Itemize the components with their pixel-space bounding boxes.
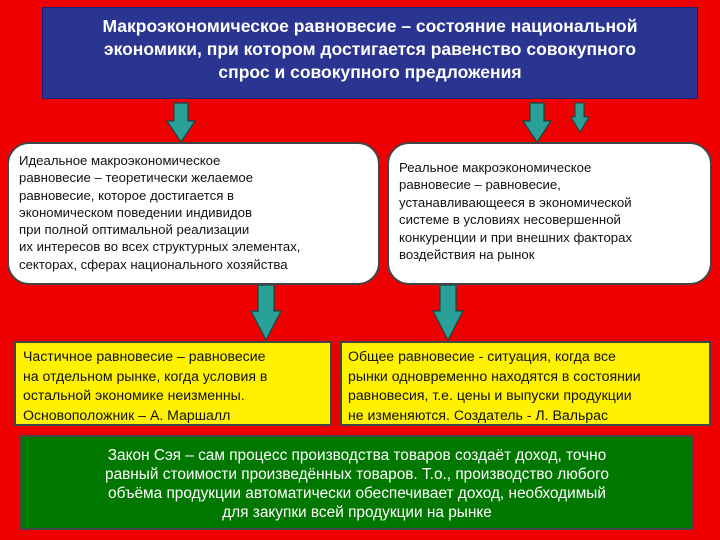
ideal-line: при полной оптимальной реализации [19,222,250,238]
arrow-real-to-general [432,285,464,341]
say-line: для закупки всей продукции на рынке [222,504,492,521]
real-line: воздействия на рынок [399,247,535,263]
ideal-line: секторах, сферах национального хозяйства [19,256,288,272]
ideal-line: экономическом поведении индивидов [19,204,253,220]
real-line: Реальное макроэкономическое [399,160,592,175]
say-line: равный стоимости произведённых товаров. Т.о., производство любого [105,466,609,483]
title-line: Макроэкономическое равновесие – состояние национальной [102,16,638,36]
title-box [42,7,698,99]
real-equilibrium-box [387,142,712,285]
arrow-title-to-ideal [166,103,196,143]
real-line: равновесие – равновесие, [399,177,561,193]
title-line: экономики, при котором достигается равенство совокупного [103,39,637,59]
arrow-ideal-to-partial [250,285,282,341]
general-line: Общее равновесие - ситуация, когда все [348,348,616,364]
partial-line: Основоположник – А. Маршалл [23,406,231,423]
partial-line: на отдельном рынке, когда условия в [23,367,268,384]
real-line: устанавливающееся в экономической [399,194,632,210]
general-line: не изменяются. Создатель - Л. Вальрас [348,406,609,423]
say-line: Закон Сэя – сам процесс производства товаров создаёт доход, точно [107,447,607,464]
general-line: равновесия, т.е. цены и выпуски продукции [348,387,632,403]
ideal-line: равновесие – теоретически желаемое [19,170,254,186]
title-line: спрос и совокупного предложения [218,62,522,82]
ideal-line: равновесие, которое достигается в [19,187,235,203]
general-equilibrium-box [340,341,711,426]
ideal-line: их интересов во всех структурных элементах, [19,239,301,255]
partial-equilibrium-box [14,341,332,426]
partial-line: Частичное равновесие – равновесие [23,348,266,364]
general-line: рынки одновременно находятся в состоянии [348,367,641,384]
arrow-title-to-real [522,103,552,143]
arrow-side-right [570,103,590,133]
ideal-equilibrium-box [7,142,380,285]
ideal-line: Идеальное макроэкономическое [19,153,221,168]
real-line: системе в условиях несовершенной [399,212,621,228]
says-law-box [20,435,694,530]
partial-line: остальной экономике неизменны. [23,387,245,403]
say-line: объёма продукции автоматически обеспечивает доход, необходимый [108,485,606,502]
real-line: конкуренции и при внешних факторах [399,229,633,245]
